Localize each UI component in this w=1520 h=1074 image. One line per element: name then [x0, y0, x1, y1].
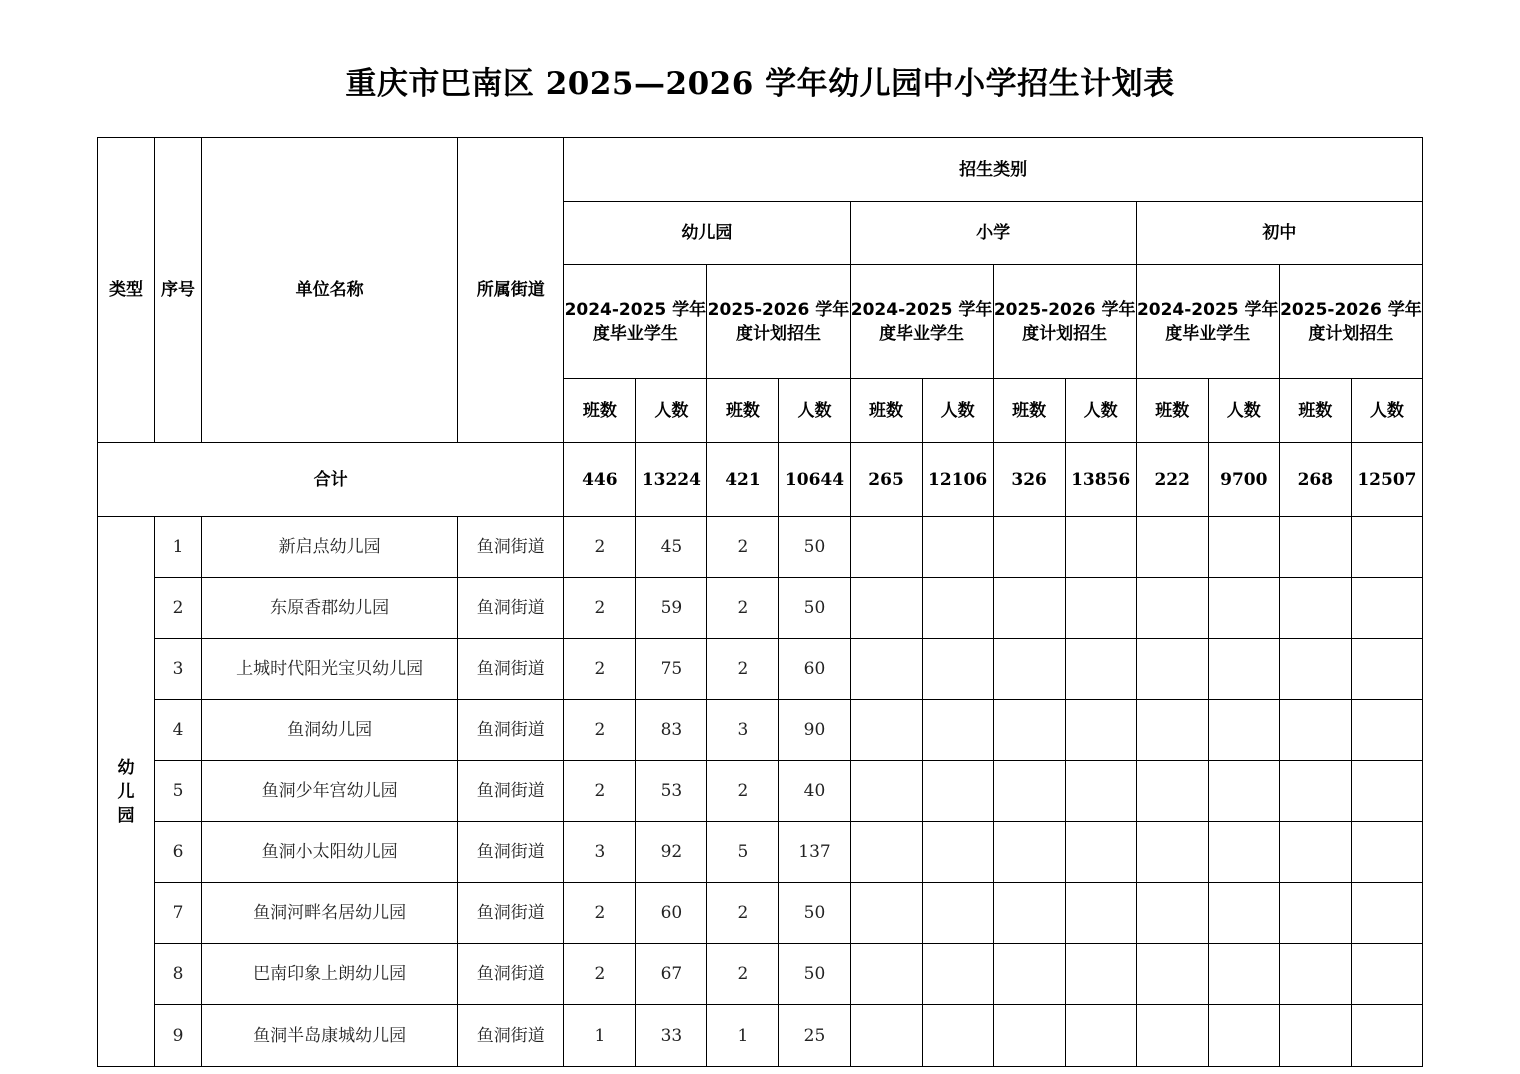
row-value: 2 — [707, 517, 779, 578]
empty-cell — [1136, 639, 1208, 700]
empty-cell — [1279, 822, 1351, 883]
row-unit-name: 东原香郡幼儿园 — [202, 578, 458, 639]
row-unit-name: 鱼洞幼儿园 — [202, 700, 458, 761]
row-value: 2 — [707, 761, 779, 822]
empty-cell — [993, 1005, 1065, 1067]
empty-cell — [1351, 517, 1422, 578]
empty-cell — [993, 517, 1065, 578]
empty-cell — [850, 639, 922, 700]
header-kg-graduates: 2024-2025 学年度毕业学生 — [564, 265, 707, 379]
header-primary: 小学 — [850, 202, 1136, 265]
empty-cell — [922, 761, 993, 822]
empty-cell — [993, 578, 1065, 639]
row-index: 7 — [155, 883, 202, 944]
header-street: 所属街道 — [458, 138, 564, 443]
empty-cell — [1065, 822, 1136, 883]
row-value: 1 — [564, 1005, 636, 1067]
group-type-text: 幼儿园 — [117, 757, 135, 826]
empty-cell — [1065, 944, 1136, 1005]
row-value: 67 — [636, 944, 707, 1005]
table-row — [98, 761, 1423, 822]
row-street: 鱼洞街道 — [458, 883, 564, 944]
table-row — [98, 639, 1423, 700]
empty-cell — [850, 517, 922, 578]
header-people: 人数 — [1351, 379, 1422, 443]
header-people: 人数 — [636, 379, 707, 443]
empty-cell — [1065, 1005, 1136, 1067]
row-street: 鱼洞街道 — [458, 517, 564, 578]
row-street: 鱼洞街道 — [458, 822, 564, 883]
table-row — [98, 578, 1423, 639]
row-unit-name: 鱼洞河畔名居幼儿园 — [202, 883, 458, 944]
header-primary-plan: 2025-2026 学年度计划招生 — [993, 265, 1136, 379]
header-classes: 班数 — [1136, 379, 1208, 443]
empty-cell — [1065, 578, 1136, 639]
row-unit-name: 巴南印象上朗幼儿园 — [202, 944, 458, 1005]
empty-cell — [993, 761, 1065, 822]
empty-cell — [1351, 578, 1422, 639]
row-street: 鱼洞街道 — [458, 700, 564, 761]
empty-cell — [850, 700, 922, 761]
empty-cell — [1351, 883, 1422, 944]
empty-cell — [922, 822, 993, 883]
empty-cell — [1136, 761, 1208, 822]
row-value: 3 — [707, 700, 779, 761]
row-unit-name: 鱼洞少年宫幼儿园 — [202, 761, 458, 822]
row-value: 50 — [779, 578, 850, 639]
row-value: 2 — [707, 578, 779, 639]
row-value: 2 — [564, 517, 636, 578]
row-index: 8 — [155, 944, 202, 1005]
row-value: 5 — [707, 822, 779, 883]
row-index: 1 — [155, 517, 202, 578]
row-value: 2 — [564, 883, 636, 944]
row-unit-name: 鱼洞半岛康城幼儿园 — [202, 1005, 458, 1067]
row-unit-name: 新启点幼儿园 — [202, 517, 458, 578]
empty-cell — [1351, 700, 1422, 761]
total-value: 421 — [707, 443, 779, 517]
empty-cell — [1208, 883, 1279, 944]
empty-cell — [1279, 883, 1351, 944]
row-value: 2 — [707, 639, 779, 700]
empty-cell — [1351, 944, 1422, 1005]
empty-cell — [1208, 639, 1279, 700]
empty-cell — [1208, 578, 1279, 639]
empty-cell — [850, 761, 922, 822]
row-index: 9 — [155, 1005, 202, 1067]
header-classes: 班数 — [850, 379, 922, 443]
row-value: 60 — [636, 883, 707, 944]
header-people: 人数 — [1208, 379, 1279, 443]
empty-cell — [1065, 639, 1136, 700]
header-kindergarten: 幼儿园 — [564, 202, 850, 265]
total-label: 合计 — [98, 443, 564, 517]
empty-cell — [1065, 761, 1136, 822]
header-primary-graduates: 2024-2025 学年度毕业学生 — [850, 265, 993, 379]
total-value: 13856 — [1065, 443, 1136, 517]
empty-cell — [850, 883, 922, 944]
group-type-label — [98, 517, 155, 1067]
empty-cell — [1279, 517, 1351, 578]
header-type: 类型 — [98, 138, 155, 443]
row-value: 50 — [779, 517, 850, 578]
empty-cell — [1065, 517, 1136, 578]
row-value: 59 — [636, 578, 707, 639]
row-value: 45 — [636, 517, 707, 578]
row-value: 90 — [779, 700, 850, 761]
row-value: 33 — [636, 1005, 707, 1067]
empty-cell — [1279, 578, 1351, 639]
row-street: 鱼洞街道 — [458, 761, 564, 822]
row-street: 鱼洞街道 — [458, 578, 564, 639]
total-value: 10644 — [779, 443, 850, 517]
empty-cell — [922, 517, 993, 578]
row-index: 3 — [155, 639, 202, 700]
empty-cell — [1279, 700, 1351, 761]
empty-cell — [1065, 883, 1136, 944]
total-row — [98, 443, 1423, 517]
empty-cell — [922, 883, 993, 944]
row-value: 2 — [564, 700, 636, 761]
empty-cell — [1136, 944, 1208, 1005]
total-value: 265 — [850, 443, 922, 517]
page-title: 重庆市巴南区 2025—2026 学年幼儿园中小学招生计划表 — [345, 66, 1175, 102]
row-value: 2 — [564, 761, 636, 822]
row-value: 3 — [564, 822, 636, 883]
row-index: 4 — [155, 700, 202, 761]
total-value: 222 — [1136, 443, 1208, 517]
row-value: 83 — [636, 700, 707, 761]
row-value: 40 — [779, 761, 850, 822]
header-junior: 初中 — [1136, 202, 1422, 265]
row-value: 60 — [779, 639, 850, 700]
row-value: 53 — [636, 761, 707, 822]
enrollment-plan-table — [97, 137, 1423, 1067]
empty-cell — [1208, 517, 1279, 578]
table-row — [98, 944, 1423, 1005]
header-junior-graduates: 2024-2025 学年度毕业学生 — [1136, 265, 1279, 379]
empty-cell — [1208, 761, 1279, 822]
header-row-1 — [98, 138, 1423, 202]
table-row — [98, 700, 1423, 761]
empty-cell — [1351, 1005, 1422, 1067]
header-unit-name: 单位名称 — [202, 138, 458, 443]
header-classes: 班数 — [564, 379, 636, 443]
empty-cell — [1279, 761, 1351, 822]
row-street: 鱼洞街道 — [458, 1005, 564, 1067]
row-value: 137 — [779, 822, 850, 883]
header-index: 序号 — [155, 138, 202, 443]
empty-cell — [922, 639, 993, 700]
empty-cell — [1208, 700, 1279, 761]
header-people: 人数 — [922, 379, 993, 443]
row-value: 2 — [564, 578, 636, 639]
empty-cell — [922, 1005, 993, 1067]
empty-cell — [993, 883, 1065, 944]
empty-cell — [1208, 944, 1279, 1005]
header-kg-plan: 2025-2026 学年度计划招生 — [707, 265, 850, 379]
total-value: 9700 — [1208, 443, 1279, 517]
header-junior-plan: 2025-2026 学年度计划招生 — [1279, 265, 1422, 379]
row-value: 2 — [564, 639, 636, 700]
header-classes: 班数 — [993, 379, 1065, 443]
empty-cell — [1208, 822, 1279, 883]
row-unit-name: 上城时代阳光宝贝幼儿园 — [202, 639, 458, 700]
row-value: 25 — [779, 1005, 850, 1067]
empty-cell — [1136, 578, 1208, 639]
header-people: 人数 — [1065, 379, 1136, 443]
total-value: 13224 — [636, 443, 707, 517]
row-value: 2 — [707, 944, 779, 1005]
empty-cell — [993, 639, 1065, 700]
row-value: 50 — [779, 883, 850, 944]
empty-cell — [1136, 883, 1208, 944]
empty-cell — [850, 822, 922, 883]
empty-cell — [1136, 517, 1208, 578]
table-row — [98, 517, 1423, 578]
header-classes: 班数 — [707, 379, 779, 443]
empty-cell — [850, 578, 922, 639]
empty-cell — [1351, 639, 1422, 700]
row-street: 鱼洞街道 — [458, 639, 564, 700]
empty-cell — [1065, 700, 1136, 761]
row-value: 1 — [707, 1005, 779, 1067]
row-unit-name: 鱼洞小太阳幼儿园 — [202, 822, 458, 883]
total-value: 326 — [993, 443, 1065, 517]
empty-cell — [1279, 639, 1351, 700]
row-value: 75 — [636, 639, 707, 700]
empty-cell — [1279, 1005, 1351, 1067]
row-value: 2 — [707, 883, 779, 944]
empty-cell — [993, 822, 1065, 883]
empty-cell — [1279, 944, 1351, 1005]
table-row — [98, 883, 1423, 944]
empty-cell — [1136, 822, 1208, 883]
empty-cell — [922, 700, 993, 761]
total-value: 12106 — [922, 443, 993, 517]
row-index: 6 — [155, 822, 202, 883]
row-value: 92 — [636, 822, 707, 883]
row-index: 2 — [155, 578, 202, 639]
empty-cell — [922, 578, 993, 639]
empty-cell — [1351, 822, 1422, 883]
table-row — [98, 822, 1423, 883]
row-street: 鱼洞街道 — [458, 944, 564, 1005]
header-people: 人数 — [779, 379, 850, 443]
table-row — [98, 1005, 1423, 1067]
empty-cell — [993, 700, 1065, 761]
total-value: 446 — [564, 443, 636, 517]
row-index: 5 — [155, 761, 202, 822]
header-enrollment-category: 招生类别 — [564, 138, 1423, 202]
empty-cell — [1351, 761, 1422, 822]
header-classes: 班数 — [1279, 379, 1351, 443]
row-value: 50 — [779, 944, 850, 1005]
empty-cell — [1136, 700, 1208, 761]
empty-cell — [1136, 1005, 1208, 1067]
empty-cell — [922, 944, 993, 1005]
row-value: 2 — [564, 944, 636, 1005]
empty-cell — [850, 944, 922, 1005]
empty-cell — [1208, 1005, 1279, 1067]
total-value: 12507 — [1351, 443, 1422, 517]
empty-cell — [850, 1005, 922, 1067]
empty-cell — [993, 944, 1065, 1005]
total-value: 268 — [1279, 443, 1351, 517]
